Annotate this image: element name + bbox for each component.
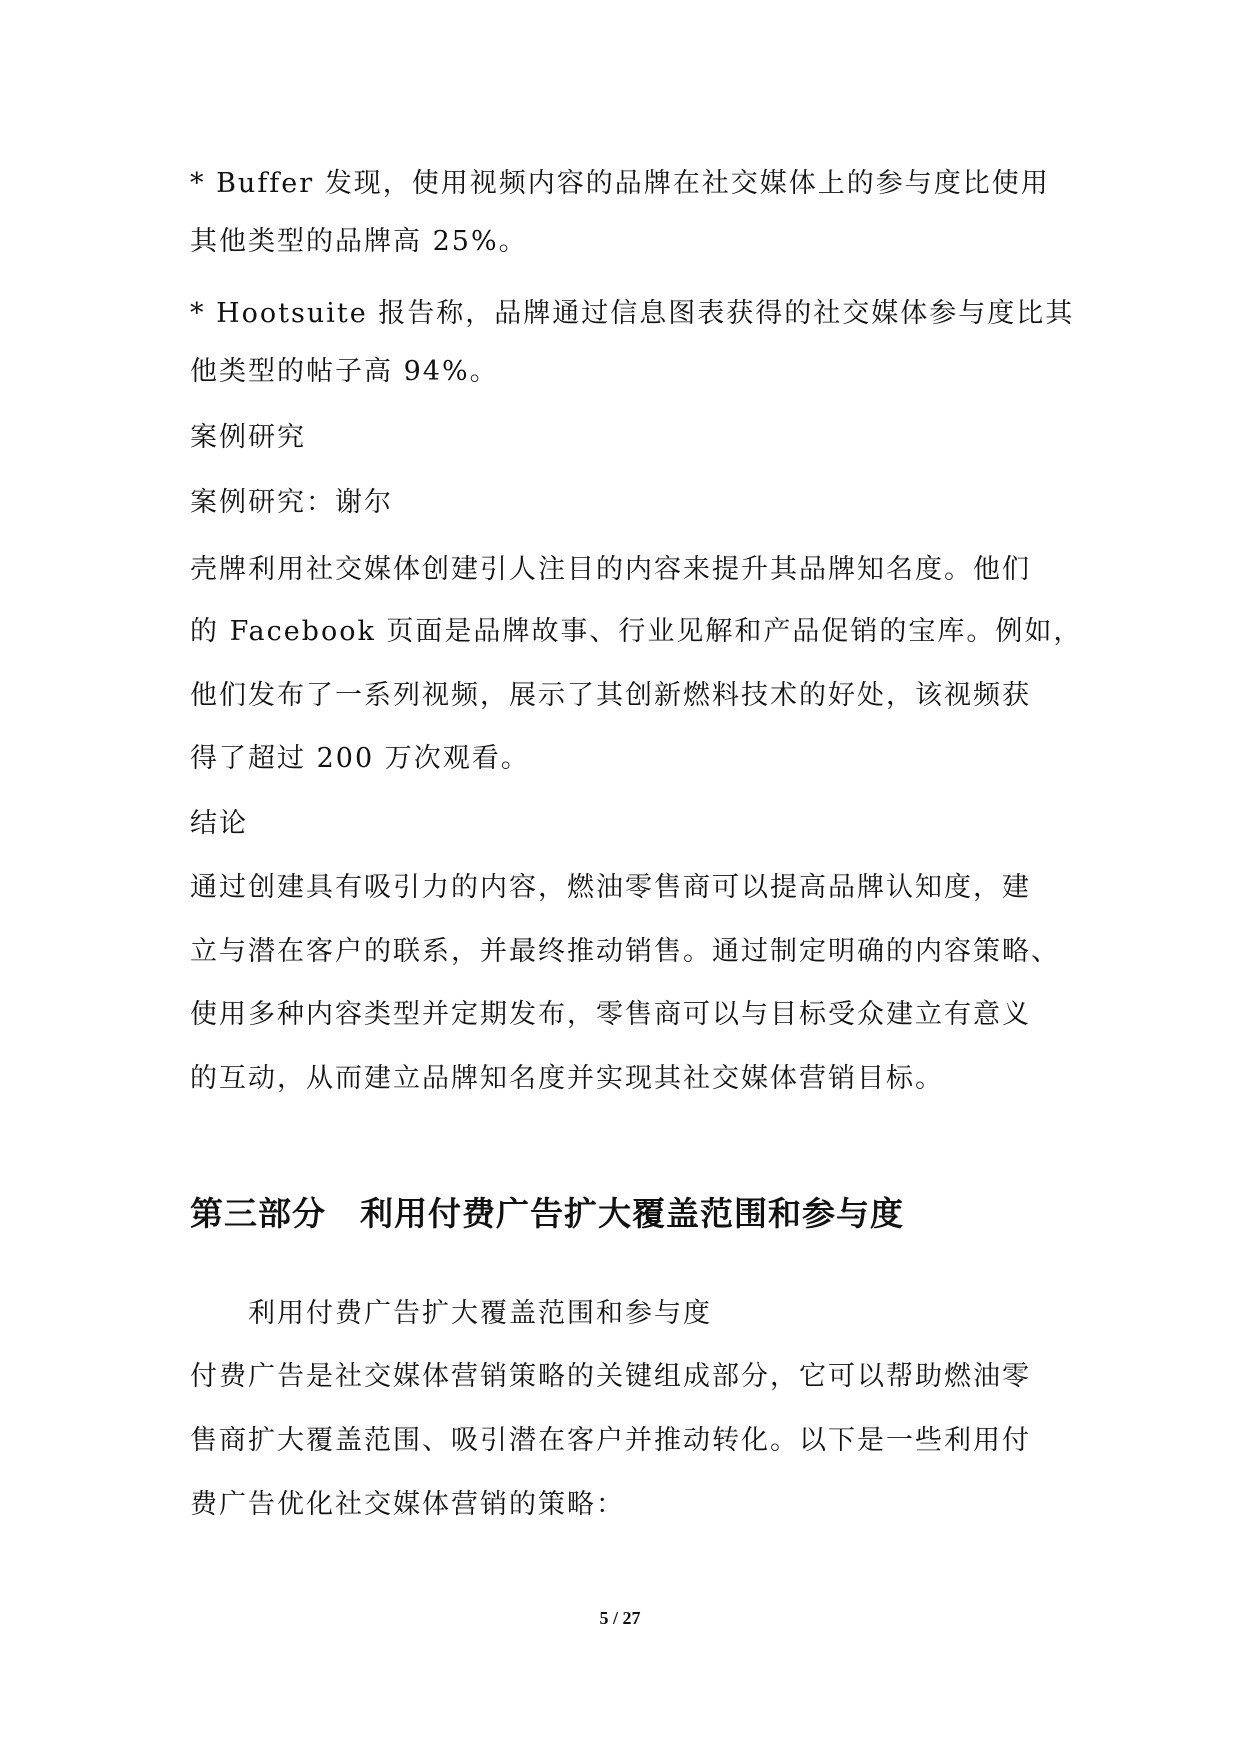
- paragraph-line: 得了超过 200 万次观看。: [190, 743, 530, 774]
- paragraph-line: 他类型的帖子高 94%。: [190, 356, 499, 387]
- page-number: 5 / 27: [599, 1608, 641, 1628]
- section-label: 案例研究：谢尔: [190, 487, 393, 518]
- paragraph-line: 通过创建具有吸引力的内容，燃油零售商可以提高品牌认知度，建: [190, 872, 1031, 903]
- paragraph-line: 付费广告是社交媒体营销策略的关键组成部分，它可以帮助燃油零: [190, 1361, 1031, 1392]
- section-label: 案例研究: [190, 422, 306, 453]
- subheading-line: 利用付费广告扩大覆盖范围和参与度: [248, 1298, 712, 1329]
- paragraph-line: 立与潜在客户的联系，并最终推动销售。通过制定明确的内容策略、: [190, 936, 1060, 967]
- paragraph-line: 费广告优化社交媒体营销的策略：: [190, 1489, 625, 1520]
- paragraph-line: 的 Facebook 页面是品牌故事、行业见解和产品促销的宝库。例如，: [190, 616, 1083, 647]
- paragraph-line: 的互动，从而建立品牌知名度并实现其社交媒体营销目标。: [190, 1063, 944, 1094]
- paragraph-line: 其他类型的品牌高 25%。: [190, 226, 528, 257]
- paragraph-line: * Hootsuite 报告称，品牌通过信息图表获得的社交媒体参与度比其: [190, 298, 1075, 329]
- paragraph-line: 售商扩大覆盖范围、吸引潜在客户并推动转化。以下是一些利用付: [190, 1425, 1031, 1456]
- paragraph-line: 他们发布了一系列视频，展示了其创新燃料技术的好处，该视频获: [190, 680, 1031, 711]
- section-heading: 第三部分 利用付费广告扩大覆盖范围和参与度: [190, 1194, 904, 1233]
- paragraph-line: 使用多种内容类型并定期发布，零售商可以与目标受众建立有意义: [190, 999, 1031, 1030]
- paragraph-line: * Buffer 发现，使用视频内容的品牌在社交媒体上的参与度比使用: [190, 168, 1050, 199]
- paragraph-line: 壳牌利用社交媒体创建引人注目的内容来提升其品牌知名度。他们: [190, 554, 1031, 585]
- section-label: 结论: [190, 808, 248, 839]
